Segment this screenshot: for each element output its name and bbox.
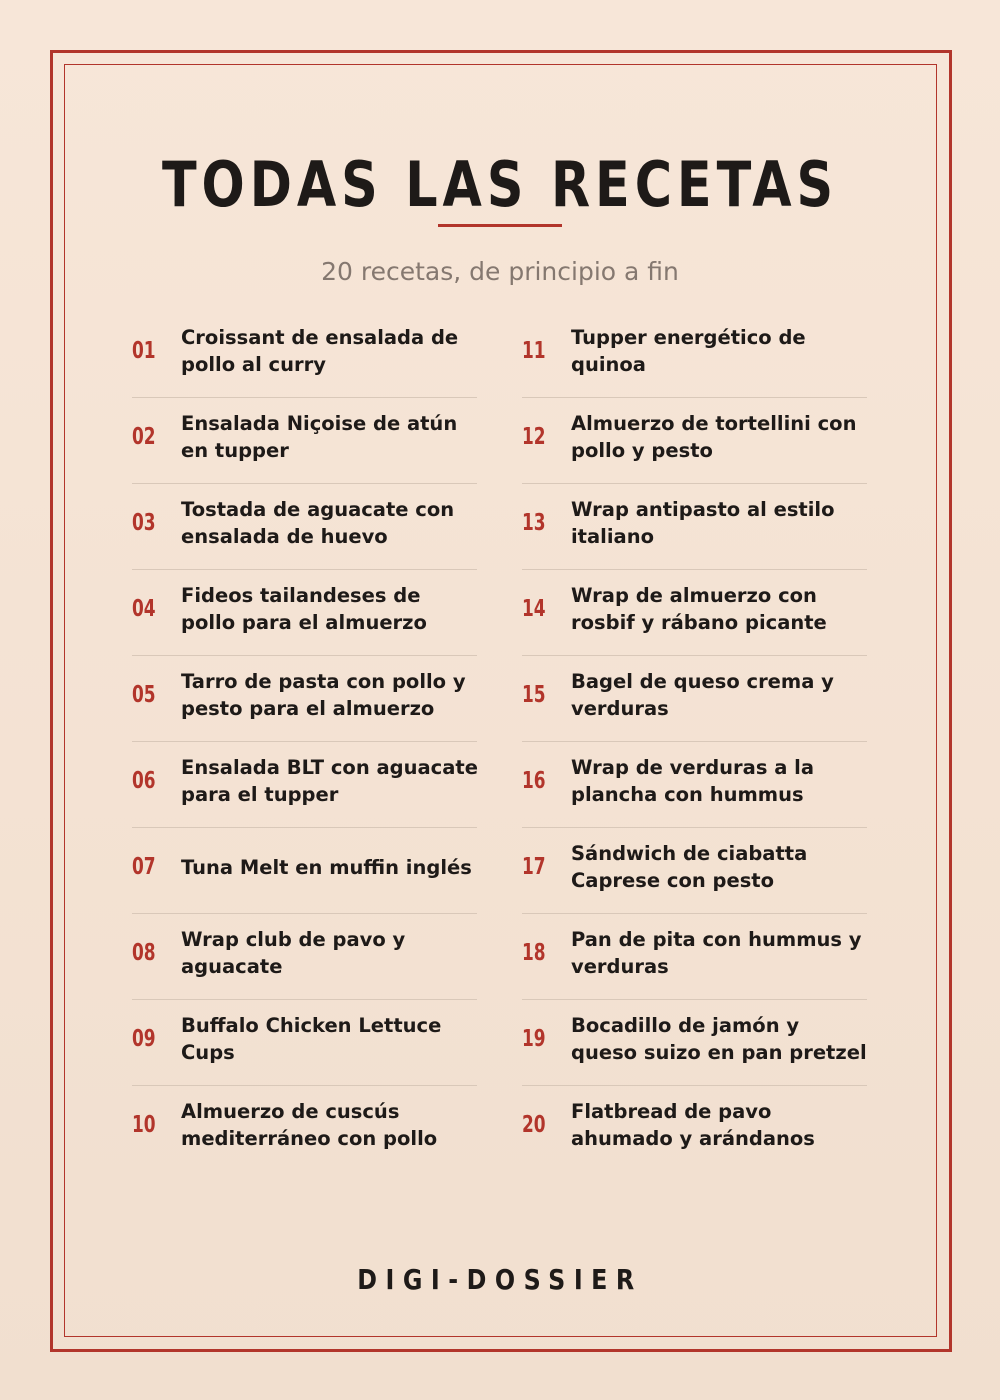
recipe-item bbox=[132, 484, 477, 570]
recipe-number: 02 bbox=[132, 424, 156, 450]
recipe-name: Sándwich de ciabatta Caprese con pesto bbox=[571, 842, 808, 892]
recipe-name: Bagel de queso crema y verduras bbox=[571, 670, 834, 720]
recipe-name: Tupper energético de quinoa bbox=[571, 326, 806, 376]
recipe-name: Tostada de aguacate con ensalada de huevo bbox=[181, 498, 455, 548]
recipe-item bbox=[522, 312, 867, 398]
recipe-number: 20 bbox=[522, 1112, 546, 1138]
recipe-item bbox=[132, 1086, 477, 1172]
page-title: TODAS LAS RECETAS bbox=[161, 148, 839, 221]
recipe-name: Ensalada BLT con aguacate para el tupper bbox=[181, 756, 478, 806]
recipe-item bbox=[132, 312, 477, 398]
recipe-item bbox=[522, 484, 867, 570]
recipe-item bbox=[132, 742, 477, 828]
recipe-name: Pan de pita con hummus y verduras bbox=[571, 928, 862, 978]
recipe-name: Tarro de pasta con pollo y pesto para el almuerzo bbox=[181, 670, 466, 720]
recipe-number: 17 bbox=[522, 854, 546, 880]
recipe-name: Flatbread de pavo ahumado y arándanos bbox=[571, 1100, 815, 1150]
recipe-number: 14 bbox=[522, 596, 546, 622]
recipe-number: 07 bbox=[132, 854, 156, 880]
recipe-item bbox=[522, 1000, 867, 1086]
title-underline bbox=[438, 224, 562, 227]
recipe-number: 08 bbox=[132, 940, 156, 966]
recipe-number: 12 bbox=[522, 424, 546, 450]
recipe-item bbox=[132, 398, 477, 484]
recipe-item bbox=[522, 570, 867, 656]
recipe-item bbox=[522, 828, 867, 914]
recipe-number: 06 bbox=[132, 768, 156, 794]
recipe-item bbox=[522, 1086, 867, 1172]
recipe-name: Wrap de verduras a la plancha con hummus bbox=[571, 756, 815, 806]
recipe-number: 19 bbox=[522, 1026, 546, 1052]
recipe-number: 11 bbox=[522, 338, 546, 364]
recipe-number: 09 bbox=[132, 1026, 156, 1052]
recipe-name: Ensalada Niçoise de atún en tupper bbox=[181, 412, 458, 462]
recipe-number: 01 bbox=[132, 338, 156, 364]
recipe-name: Croissant de ensalada de pollo al curry bbox=[181, 326, 459, 376]
recipe-name: Almuerzo de tortellini con pollo y pesto bbox=[571, 412, 857, 462]
recipe-name: Fideos tailandeses de pollo para el almuerzo bbox=[181, 584, 427, 634]
recipe-item bbox=[522, 914, 867, 1000]
recipe-name: Almuerzo de cuscús mediterráneo con pollo bbox=[181, 1100, 438, 1150]
recipe-number: 15 bbox=[522, 682, 546, 708]
recipe-number: 18 bbox=[522, 940, 546, 966]
recipe-item bbox=[132, 570, 477, 656]
recipe-name: Wrap de almuerzo con rosbif y rábano picante bbox=[571, 584, 827, 634]
recipe-list-left bbox=[132, 312, 477, 1172]
recipe-item bbox=[522, 656, 867, 742]
recipe-item bbox=[522, 742, 867, 828]
recipe-item bbox=[522, 398, 867, 484]
recipe-item bbox=[132, 828, 477, 914]
recipe-number: 10 bbox=[132, 1112, 156, 1138]
recipe-item bbox=[132, 914, 477, 1000]
recipe-name: Bocadillo de jamón y queso suizo en pan pretzel bbox=[571, 1014, 867, 1064]
recipe-item bbox=[132, 1000, 477, 1086]
recipe-number: 04 bbox=[132, 596, 156, 622]
recipe-list-right bbox=[522, 312, 867, 1172]
recipe-item bbox=[132, 656, 477, 742]
brand-footer: DIGI-DOSSIER bbox=[357, 1263, 643, 1296]
recipe-name: Wrap club de pavo y aguacate bbox=[181, 928, 406, 978]
page-subtitle: 20 recetas, de principio a fin bbox=[321, 257, 679, 286]
recipe-number: 05 bbox=[132, 682, 156, 708]
recipe-number: 03 bbox=[132, 510, 156, 536]
recipe-number: 16 bbox=[522, 768, 546, 794]
recipe-name: Buffalo Chicken Lettuce Cups bbox=[181, 1014, 442, 1064]
recipe-number: 13 bbox=[522, 510, 546, 536]
recipe-name: Wrap antipasto al estilo italiano bbox=[571, 498, 835, 548]
recipe-name: Tuna Melt en muffin inglés bbox=[181, 855, 472, 879]
